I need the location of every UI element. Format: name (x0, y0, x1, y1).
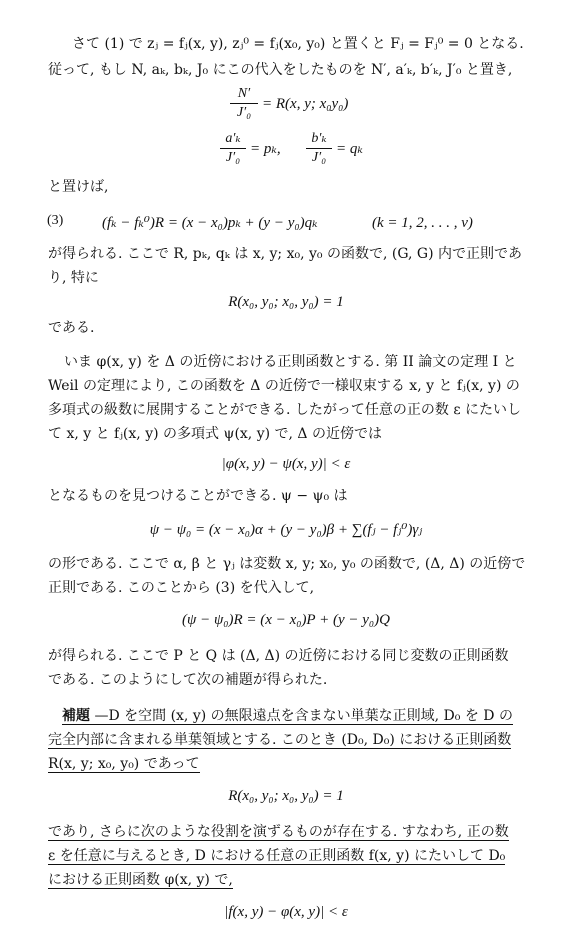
lemma-line-3-text: R(x, y; x₀, y₀) であって (48, 756, 200, 772)
paragraph-3-line-2: Weil の定理により, この函数を Δ の近傍で一様収束する x, y と fⱼ(x, y) の (48, 378, 520, 394)
fraction-denominator: J′₀ (225, 150, 241, 165)
paragraph-5-line-1: が得られる. ここで P と Q は (Δ, Δ) の近傍における同じ変数の正則函数 (48, 648, 509, 664)
equation-3-range: (k = 1, 2, . . . , ν) (372, 215, 473, 231)
fraction-denominator: J′₀ (311, 150, 327, 165)
paragraph-2-line-2: り, 特に (48, 270, 99, 286)
paragraph-1-line-1: さて (1) で zⱼ = fⱼ(x, y), zⱼ⁰ = fⱼ(x₀, y₀) と置くと Fⱼ = Fⱼ⁰ = 0 となる. (72, 36, 524, 52)
paragraph-4-line-2: 正則である. このことから (3) を代入して, (48, 580, 315, 596)
equation-r-equals-one-lemma: R(x₀, y₀; x₀, y₀) = 1 (228, 788, 344, 804)
paragraph-3-line-1: いま φ(x, y) を Δ の近傍における正則函数とする. 第 II 論文の定理 I と (64, 354, 517, 370)
paragraph-4-line-1: の形である. ここで α, β と γⱼ は変数 x, y; x₀, y₀ の函数で, (Δ, Δ) の近傍で (48, 556, 526, 572)
fraction-denominator: J′₀ (236, 105, 252, 120)
fraction-numerator: b′ₖ (311, 131, 327, 146)
paragraph-2-line-1: が得られる. ここで R, pₖ, qₖ は x, y; x₀, y₀ の函数で, (G, G) 内で正則であ (48, 246, 523, 262)
equation-3-number: (3) (47, 213, 64, 228)
lemma-line-1-text: —D を空間 (x, y) の無限遠点を含まない単葉な正則域, D₀ を D の (90, 708, 513, 724)
text-okeba: と置けば, (48, 179, 109, 195)
lemma-cont-line-2-text: ε を任意に与えるとき, D における任意の正則函数 f(x, y) にたいして D₀ (48, 848, 506, 864)
equation-p-definition: = pₖ, (250, 141, 281, 157)
lemma-line-3 (48, 754, 200, 774)
text-dearu: である. (48, 320, 95, 336)
fraction-bar (306, 148, 332, 149)
lemma-line-2 (48, 730, 511, 750)
equation-3-body: (fₖ − fₖ⁰)R = (x − x₀)pₖ + (y − y₀)qₖ (102, 215, 318, 231)
lemma-cont-line-3-text: における正則函数 φ(x, y) で, (48, 872, 233, 888)
equation-psi-expansion: ψ − ψ₀ = (x − x₀)α + (y − y₀)β + ∑(fⱼ − fⱼ⁰)γⱼ (149, 522, 423, 538)
paragraph-3-line-4: て x, y と fⱼ(x, y) の多項式 ψ(x, y) で, Δ の近傍では (48, 426, 382, 442)
fraction-n-over-j (230, 86, 258, 121)
fraction-numerator: N′ (237, 86, 251, 101)
equation-approximation-2: |f(x, y) − φ(x, y)| < ε (224, 904, 348, 920)
fraction-bar (230, 103, 258, 104)
lemma-line-1 (62, 706, 513, 726)
equation-r-definition: = R(x, y; x₀y₀) (262, 96, 349, 112)
lemma-cont-line-1-text: であり, さらに次のような役割を演ずるものが存在する. すなわち, 正の数 (48, 824, 509, 840)
text-mitsukeru: となるものを見つけることができる. ψ − ψ₀ は (48, 488, 348, 504)
paragraph-1-line-2: 従って, もし N, aₖ, bₖ, J₀ にこの代入をしたものを N′, a′ₖ, b′ₖ, J′₀ と置き, (48, 62, 513, 78)
equation-q-definition: = qₖ (336, 141, 363, 157)
equation-psi-r: (ψ − ψ₀)R = (x − x₀)P + (y − y₀)Q (182, 612, 390, 628)
fraction-a-over-j (220, 131, 246, 166)
fraction-numerator: a′ₖ (225, 131, 241, 146)
equation-r-equals-one: R(x₀, y₀; x₀, y₀) = 1 (228, 294, 344, 310)
fraction-b-over-j (306, 131, 332, 166)
fraction-bar (220, 148, 246, 149)
equation-approximation-1: |φ(x, y) − ψ(x, y)| < ε (221, 456, 351, 472)
lemma-line-2-text: 完全内部に含まれる単葉領域とする. このとき (D₀, D₀) における正則函数 (48, 732, 512, 748)
lemma-cont-line-2 (48, 846, 505, 866)
paragraph-5-line-2: である. このようにして次の補題が得られた. (48, 672, 328, 688)
paragraph-3-line-3: 多項式の級数に展開することができる. したがって任意の正の数 ε にたいし (48, 402, 522, 418)
lemma-label: 補題 (62, 708, 90, 724)
lemma-cont-line-1 (48, 822, 509, 842)
lemma-cont-line-3 (48, 870, 233, 890)
